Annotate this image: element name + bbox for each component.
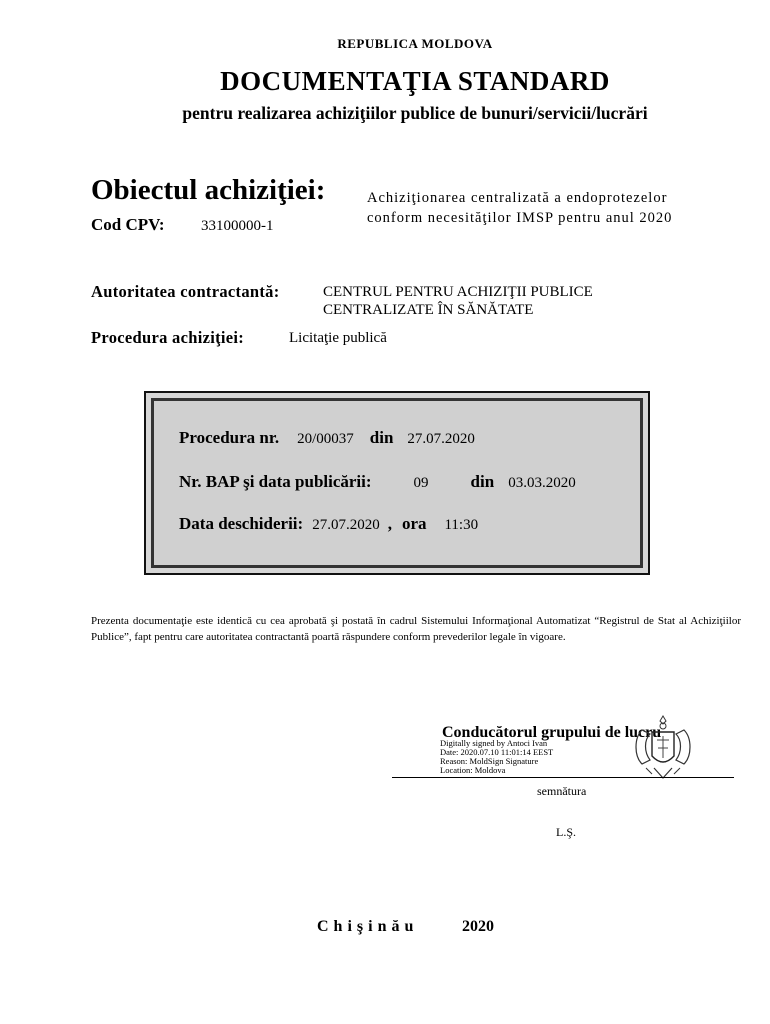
- procedure-number-row: [179, 428, 475, 448]
- procedure-din-label: din: [369, 428, 394, 447]
- signature-line: [392, 777, 734, 778]
- bap-row: [179, 472, 576, 492]
- authority-value: [323, 283, 593, 319]
- bap-din-label: din: [470, 472, 495, 491]
- signature-location-line: Location: Moldova: [440, 765, 506, 775]
- ora-label: ora: [401, 514, 427, 533]
- signature-caption: semnătura: [537, 784, 587, 798]
- signature-date-line: Date: 2020.07.10 11:01:14 EEST: [440, 747, 554, 757]
- cpv-label: Cod CPV:: [91, 215, 165, 234]
- signed-by-line: Digitally signed by Antoci Ivan: [440, 738, 548, 748]
- footer-year: 2020: [462, 918, 494, 935]
- object-description-line-1: Achiziţionarea centralizată a endoprotezelor: [367, 190, 668, 206]
- signature-reason-line: Reason: MoldSign Signature: [440, 756, 539, 766]
- legal-notice: Prezenta documentaţie este identică cu cea aprobată şi postată în cadrul Sistemului Informaţional Automatizat “Registrul de Stat al Achiziţiilor Publice”, fapt pentru care autoritatea contractantă poartă răspundere conform prevederilor legale în vigoare.: [91, 615, 741, 643]
- ora-value: 11:30: [444, 517, 479, 533]
- opening-comma: ,: [387, 514, 392, 533]
- object-description: [367, 188, 672, 228]
- country-heading: REPUBLICA MOLDOVA: [337, 36, 493, 51]
- document-title: DOCUMENTAŢIA STANDARD: [220, 66, 610, 96]
- authority-label: Autoritatea contractantă:: [91, 282, 280, 301]
- authority-value-line-1: CENTRUL PENTRU ACHIZIŢII PUBLICE: [323, 284, 593, 300]
- footer-city: Chişinău: [317, 918, 419, 935]
- document-subtitle: pentru realizarea achiziţiilor publice de bunuri/servicii/lucrări: [182, 103, 648, 123]
- digital-signature-block: [440, 739, 553, 775]
- procedure-label: Procedura achiziţiei:: [91, 328, 245, 347]
- cpv-value: 33100000-1: [201, 218, 274, 234]
- object-label: Obiectul achiziţiei:: [91, 174, 326, 206]
- opening-label: Data deschiderii:: [179, 514, 304, 533]
- signature-title: Conducătorul grupului de lucru: [442, 724, 662, 741]
- opening-row: [179, 514, 478, 534]
- procedure-value: Licitaţie publică: [289, 330, 387, 346]
- procedure-number-label: Procedura nr.: [179, 428, 280, 447]
- bap-date-value: 03.03.2020: [508, 475, 576, 491]
- procedure-date-value: 27.07.2020: [407, 431, 475, 447]
- authority-value-line-2: CENTRALIZATE ÎN SĂNĂTATE: [323, 302, 534, 318]
- object-description-line-2: conform necesităţilor IMSP pentru anul 2020: [367, 210, 673, 226]
- seal-mark: L.Ş.: [556, 825, 577, 839]
- coat-of-arms-icon: [630, 712, 696, 784]
- bap-label: Nr. BAP şi data publicării:: [179, 472, 372, 491]
- opening-date-value: 27.07.2020: [312, 517, 380, 533]
- procedure-number-value: 20/00037: [297, 431, 354, 447]
- bap-number-value: 09: [413, 475, 429, 491]
